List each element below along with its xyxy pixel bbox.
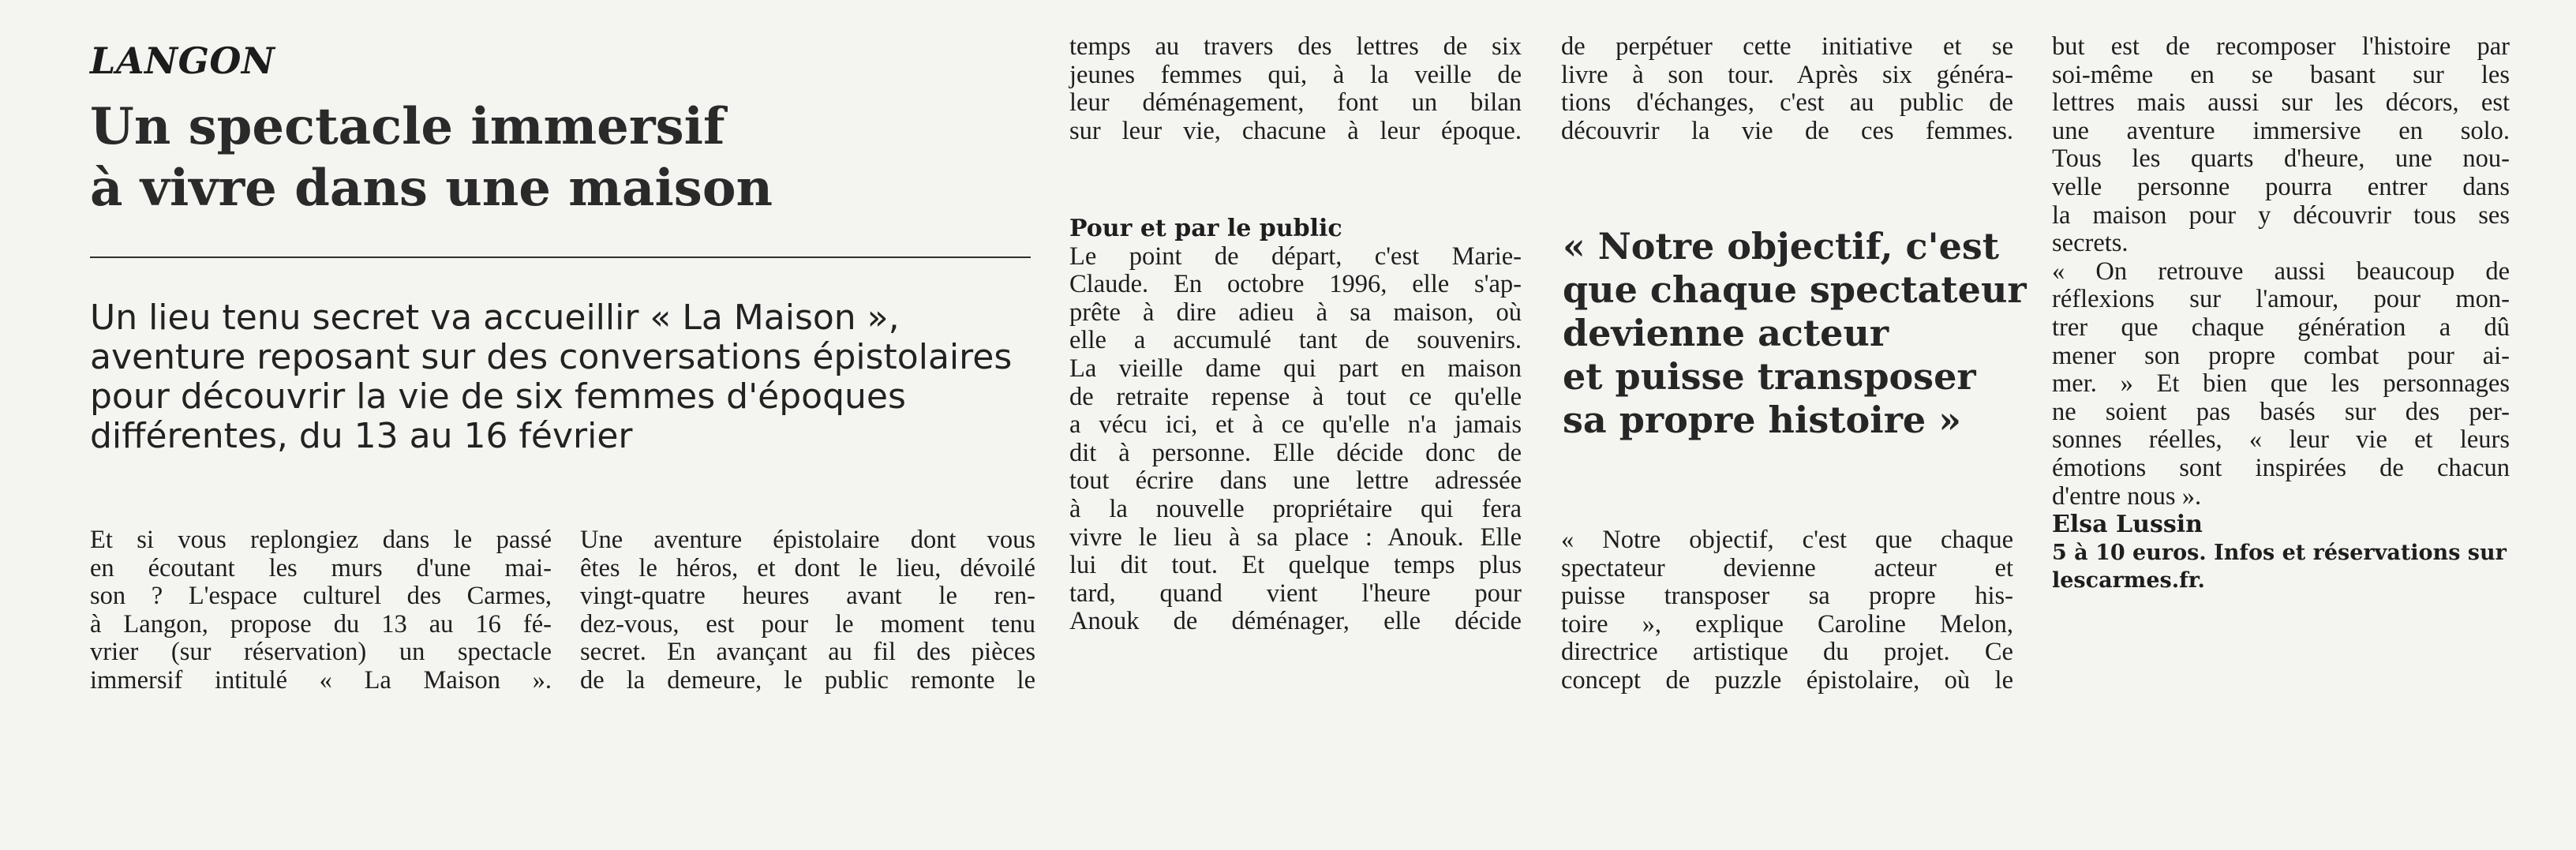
text-line: mener son propre combat pour ai-	[2052, 341, 2510, 370]
text-line: vivre le lieu à sa place : Anouk. Elle	[1069, 522, 1522, 552]
text-line: de retraite repense à tout ce qu'elle	[1069, 382, 1522, 411]
text-line: toire », explique Caroline Melon,	[1561, 609, 2013, 638]
text-line: découvrir la vie de ces femmes.	[1561, 116, 2013, 145]
text-line: dez-vous, est pour le moment tenu	[580, 609, 1035, 638]
text-line: ne soient pas basés sur des per-	[2052, 397, 2510, 426]
ticket-info-link: lescarmes.fr.	[2052, 568, 2205, 594]
lede-line: différentes, du 13 au 16 février	[90, 416, 633, 456]
text-line: de la demeure, le public remonte le	[580, 665, 1035, 695]
pull-quote-line: sa propre histoire »	[1563, 399, 1961, 441]
lede-line: pour découvrir la vie de six femmes d'époques	[90, 376, 906, 417]
text-line: tard, quand vient l'heure pour	[1069, 579, 1522, 608]
text-line: la maison pour y découvrir tous ses	[2052, 200, 2510, 230]
text-line: prête à dire adieu à sa maison, où	[1069, 298, 1522, 327]
text-line: soi-même en se basant sur les	[2052, 60, 2510, 89]
headline-divider	[90, 256, 1031, 258]
text-line: Anouk de déménager, elle décide	[1069, 607, 1522, 636]
text-line: concept de puzzle épistolaire, où le	[1561, 665, 2013, 695]
text-line: Le point de départ, c'est Marie-	[1069, 242, 1522, 271]
body-column-4-lower	[1561, 526, 2013, 695]
text-line: but est de recomposer l'histoire par	[2052, 32, 2510, 61]
text-line: êtes le héros, et dont le lieu, dévoilé	[580, 553, 1035, 582]
lede-paragraph	[90, 298, 1037, 456]
body-column-5	[2052, 33, 2510, 595]
text-line: tout écrire dans une lettre adressée	[1069, 466, 1522, 496]
lede-line: aventure reposant sur des conversations épistolaires	[90, 337, 1013, 377]
pull-quote-line: que chaque spectateur	[1563, 268, 2027, 311]
text-line: immersif intitulé « La Maison ».	[90, 665, 552, 695]
text-line: jeunes femmes qui, à la veille de	[1069, 60, 1522, 89]
text-line: une aventure immersive en solo.	[2052, 116, 2510, 145]
body-column-1	[90, 526, 552, 695]
body-column-3-section	[1069, 215, 1522, 636]
location-kicker: LANGON	[90, 39, 275, 82]
text-line: directrice artistique du projet. Ce	[1561, 638, 2013, 667]
text-line: trer que chaque génération a dû	[2052, 313, 2510, 342]
body-column-2	[580, 526, 1035, 695]
author-byline: Elsa Lussin	[2052, 511, 2203, 539]
text-line: temps au travers des lettres de six	[1069, 32, 1522, 61]
text-line: en écoutant les murs d'une mai-	[90, 553, 552, 582]
section-subhead: Pour et par le public	[1069, 215, 1342, 242]
text-line: livre à son tour. Après six généra-	[1561, 60, 2013, 89]
text-line: réflexions sur l'amour, pour mon-	[2052, 285, 2510, 314]
text-line: spectateur devienne acteur et	[1561, 553, 2013, 582]
text-line: à la nouvelle propriétaire qui fera	[1069, 494, 1522, 523]
pull-quote-line: devienne acteur	[1563, 312, 1889, 354]
text-line: Une aventure épistolaire dont vous	[580, 526, 1035, 554]
text-line: tions d'échanges, c'est au public de	[1561, 88, 2013, 118]
lede-line: Un lieu tenu secret va accueillir « La Maison »,	[90, 298, 900, 338]
text-line: vrier (sur réservation) un spectacle	[90, 638, 552, 667]
text-line: d'entre nous ».	[2052, 481, 2202, 511]
headline-line: Un spectacle immersif	[90, 97, 725, 156]
headline	[90, 96, 1037, 219]
ticket-info: 5 à 10 euros. Infos et réservations sur	[2052, 540, 2507, 565]
text-line: sonnes réelles, « leur vie et leurs	[2052, 425, 2510, 455]
text-line: « On retrouve aussi beaucoup de	[2052, 256, 2510, 286]
text-line: son ? L'espace culturel des Carmes,	[90, 582, 552, 611]
text-line: à Langon, propose du 13 au 16 fé-	[90, 609, 552, 638]
text-line: elle a accumulé tant de souvenirs.	[1069, 326, 1522, 355]
text-line: émotions sont inspirées de chacun	[2052, 453, 2510, 482]
text-line: « Notre objectif, c'est que chaque	[1561, 526, 2013, 554]
text-line: puisse transposer sa propre his-	[1561, 582, 2013, 611]
text-line: La vieille dame qui part en maison	[1069, 354, 1522, 383]
text-line: de perpétuer cette initiative et se	[1561, 32, 2013, 61]
pull-quote-line: « Notre objectif, c'est	[1563, 225, 2000, 268]
text-line: sur leur vie, chacune à leur époque.	[1069, 116, 1522, 145]
text-line: Claude. En octobre 1996, elle s'ap-	[1069, 270, 1522, 299]
text-line: velle personne pourra entrer dans	[2052, 172, 2510, 201]
headline-line: à vivre dans une maison	[90, 159, 773, 218]
text-line: vingt-quatre heures avant le ren-	[580, 582, 1035, 611]
text-line: mer. » Et bien que les personnages	[2052, 369, 2510, 399]
text-line: Et si vous replongiez dans le passé	[90, 526, 552, 554]
body-column-3	[1069, 33, 1522, 145]
text-line: Tous les quarts d'heure, une nou-	[2052, 144, 2510, 174]
text-line: a vécu ici, et à ce qu'elle n'a jamais	[1069, 410, 1522, 440]
text-line: secret. En avançant au fil des pièces	[580, 638, 1035, 667]
text-line: dit à personne. Elle décide donc de	[1069, 438, 1522, 467]
text-line: leur déménagement, font un bilan	[1069, 88, 1522, 118]
pull-quote-line: et puisse transposer	[1563, 355, 1976, 398]
text-line: secrets.	[2052, 229, 2129, 258]
text-line: lettres mais aussi sur les décors, est	[2052, 88, 2510, 118]
text-line: lui dit tout. Et quelque temps plus	[1069, 551, 1522, 580]
body-column-4	[1561, 33, 2013, 145]
pull-quote	[1563, 225, 2036, 442]
